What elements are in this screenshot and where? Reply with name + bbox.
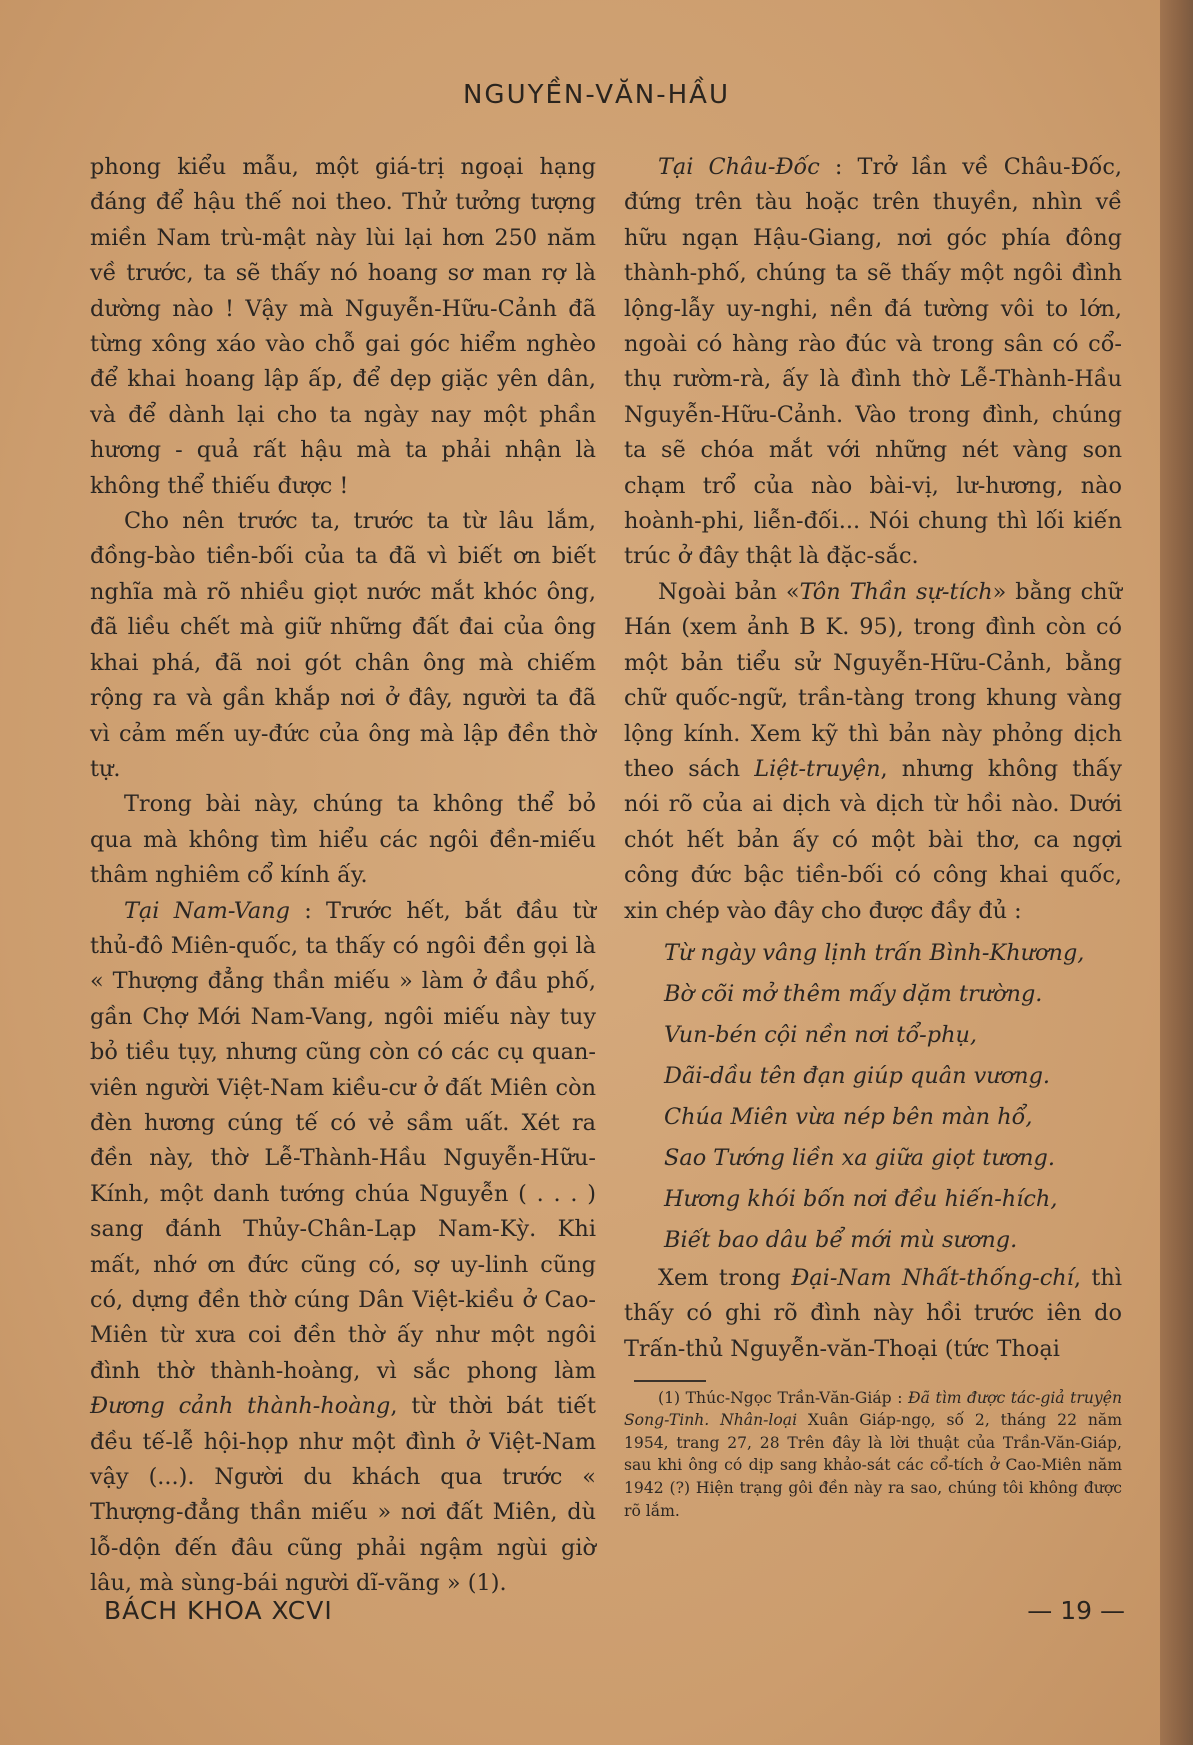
paragraph: Tại Nam-Vang : Trước hết, bắt đầu từ thủ-đô Miên-quốc, ta thấy có ngôi đền gọi là « Thượng đẳng thần miếu » làm ở đầu phố, gần Chợ Mới Nam-Vang, ngôi miếu này tuy bỏ tiều tụy, nhưng cũng còn có các cụ quan-viên người Việt-Nam kiều-cư ở đất Miên còn đèn hương cúng tế có vẻ sầm uất. Xét ra đền này, thờ Lễ-Thành-Hầu Nguyễn-Hữu-Kính, một danh tướng chúa Nguyễn ( . . . ) sang đánh Thủy-Chân-Lạp Nam-Kỳ. Khi mất, nhớ ơn đức cũng có, sợ uy-linh cũng có, dựng đền thờ cúng Dân Việt-kiều ở Cao-Miên từ xưa coi đền thờ ấy như một ngôi đình thờ thành-hoàng, vì sắc phong làm Đương cảnh thành-hoàng, từ thời bát tiết đều tế-lễ hội-họp như một đình ở Việt-Nam vậy (...). Người du khách qua trước « Thượng-đẳng thần miếu » nơi đất Miên, dù lỗ-dộn đến đâu cũng phải ngậm ngùi giờ lâu, mà sùng-bái người dĩ-vãng » (1). [90, 897, 596, 1597]
poem-line: Vun-bén cội nền nơi tổ-phụ, [664, 1021, 978, 1048]
footnote: (1) Thúc-Ngọc Trần-Văn-Giáp : Đã tìm được tác-giả truyện Song-Tinh. Nhân-loại Xuân Giáp-ngọ, số 2, tháng 22 năm 1954, trang 27, 28 Trên đây là lời thuật của Trần-Văn-Giáp, sau khi ông có dịp sang khảo-sát các cổ-tích ở Cao-Miên năm 1942 (?) Hiện trạng gôi đền này ra sao, chúng tôi không được rõ lắm. [624, 1388, 1123, 1520]
poem-line: Chúa Miên vừa nép bên màn hổ, [664, 1103, 1033, 1130]
paragraph: Cho nên trước ta, trước ta từ lâu lắm, đồng-bào tiền-bối của ta đã vì biết ơn biết nghĩa mà rõ nhiều giọt nước mắt khóc ông, đã liều chết mà giữ những đất đai của ông khai phá, đã noi gót chân ông mà chiếm rộng ra và gần khắp nơi ở đây, người ta đã vì cảm mến uy-đức của ông mà lập đền thờ tự. [90, 508, 596, 782]
section-lead: Tại Nam-Vang [124, 897, 291, 924]
poem-line: Bờ cõi mở thêm mấy dặm trường. [664, 980, 1043, 1007]
paragraph: phong kiểu mẫu, một giá-trị ngoại hạng đáng để hậu thế noi theo. Thử tưởng tượng miền Nam trù-mật này lùi lại hơn 250 năm về trước, ta sẽ thấy nó hoang sơ man rợ là dường nào ! Vậy mà Nguyễn-Hữu-Cảnh đã từng xông xáo vào chỗ gai góc hiểm nghèo để khai hoang lập ấp, để dẹp giặc yên dân, và để dành lại cho ta ngày nay một phần hương - quả rất hậu mà ta phải nhận là không thể thiếu được ! [90, 154, 596, 499]
right-column [624, 150, 1122, 1522]
footnote-divider [634, 1380, 706, 1382]
poem-line: Dãi-dầu tên đạn giúp quân vương. [664, 1062, 1051, 1089]
publication-footer: BÁCH KHOA XCVI [104, 1596, 333, 1625]
paragraph: Ngoài bản «Tôn Thần sự-tích» bằng chữ Hán (xem ảnh B K. 95), trong đình còn có một bản tiểu sử Nguyễn-Hữu-Cảnh, bằng chữ quốc-ngữ, trần-tàng trong khung vàng lộng kính. Xem kỹ thì bản này phỏng dịch theo sách Liệt-truyện, nhưng không thấy nói rõ của ai dịch và dịch từ hồi nào. Dưới chót hết bản ấy có một bài thơ, ca ngợi công đức bậc tiền-bối có công khai quốc, xin chép vào đây cho được đầy đủ : [624, 578, 1123, 924]
poem-line: Biết bao dâu bể mới mù sương. [664, 1226, 1018, 1253]
poem-line: Hương khói bốn nơi đều hiến-hích, [664, 1185, 1058, 1212]
poem-line: Sao Tướng liền xa giữa giọt tương. [664, 1144, 1055, 1171]
page-edge [1160, 0, 1193, 1745]
left-column [90, 150, 596, 1602]
poem-line: Từ ngày vâng lịnh trấn Bình-Khương, [664, 939, 1085, 966]
paragraph: Trong bài này, chúng ta không thể bỏ qua mà không tìm hiểu các ngôi đền-miếu thâm nghiêm cổ kính ấy. [90, 791, 596, 889]
section-lead: Tại Châu-Đốc [658, 154, 820, 180]
page-number: — 19 — [1027, 1596, 1125, 1625]
poem [664, 933, 1122, 1261]
running-head: NGUYỀN-VĂN-HẦU [462, 80, 730, 110]
paragraph: Xem trong Đại-Nam Nhất-thống-chí, thì thấy có ghi rõ đình này hồi trước iên do Trấn-thủ Nguyễn-văn-Thoại (tức Thoại [624, 1264, 1122, 1362]
paragraph: Tại Châu-Đốc : Trở lần về Châu-Đốc, đứng trên tàu hoặc trên thuyền, nhìn về hữu ngạn Hậu-Giang, nơi góc phía đông thành-phố, chúng ta sẽ thấy một ngôi đình lộng-lẫy uy-nghi, nền đá tường vôi to lớn, ngoài có hàng rào đúc và trong sân có cổ-thụ rườm-rà, ấy là đình thờ Lễ-Thành-Hầu Nguyễn-Hữu-Cảnh. Vào trong đình, chúng ta sẽ chóa mắt với những nét vàng son chạm trổ của nào bài-vị, lư-hương, nào hoành-phi, liễn-đối... Nói chung thì lối kiến trúc ở đây thật là đặc-sắc. [624, 154, 1123, 570]
